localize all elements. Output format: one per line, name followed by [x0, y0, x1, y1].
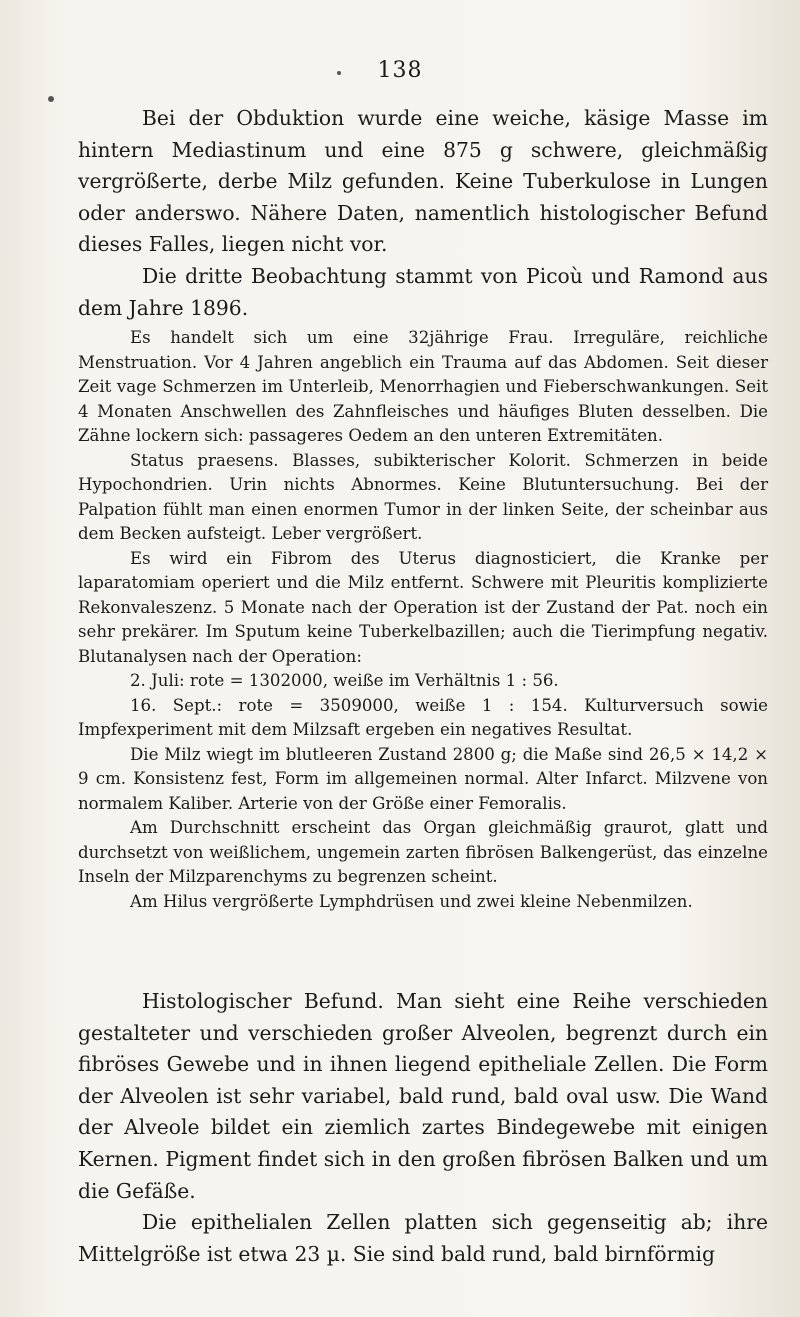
- intro-text-block: [78, 103, 768, 324]
- case-report-block: [78, 326, 768, 914]
- histology-text-block: [78, 986, 768, 1270]
- paragraph-status-praesens: Status praesens. Blasses, subikterischer Kolorit. Schmerzen in beide Hypochondrien. Urin nichts Abnormes. Keine Blutuntersuchung. Bei der Palpation fühlt man einen enormen Tumor in der linken Seite, der scheinbar aus dem Becken aufsteigt. Leber vergrößert.: [78, 450, 768, 543]
- paragraph-hilus: Am Hilus vergrößerte Lymphdrüsen und zwei kleine Nebenmilzen.: [130, 891, 693, 911]
- paragraph-milz-gewicht: Die Milz wiegt im blutleeren Zustand 2800 g; die Maße sind 26,5 × 14,2 × 9 cm. Konsistenz fest, Form im allgemeinen normal. Alter Infarct. Milzvene von normalem Kaliber. Arterie von der Größe einer Femoralis.: [78, 744, 768, 813]
- paragraph-histologischer-befund: Histologischer Befund. Man sieht eine Reihe verschieden gestalteter und verschieden großer Alveolen, begrenzt durch ein fibröses Gewebe und in ihnen liegend epitheliale Zellen. Die Form der Alveolen ist sehr variabel, bald rund, bald oval usw. Die Wand der Alveole bildet ein ziemlich zartes Bindegewebe mit einigen Kernen. Pigment findet sich in den großen fibrösen Balken und um die Gefäße.: [78, 989, 768, 1203]
- paragraph-blutanalyse-juli: 2. Juli: rote = 1302000, weiße im Verhältnis 1 : 56.: [130, 671, 559, 690]
- paragraph-operation: Es wird ein Fibrom des Uterus diagnosticiert, die Kranke per laparatomiam operiert und die Milz entfernt. Schwere mit Pleuritis komplizierte Rekonvaleszenz. 5 Monate nach der Operation ist der Zustand der Pat. noch ein sehr prekärer. Im Sputum keine Tuberkelbazillen; auch die Tierimpfung negativ. Blutanalysen nach der Operation:: [78, 548, 768, 666]
- page-number: 138: [377, 58, 423, 83]
- paragraph-epitheliale-zellen: Die epithelialen Zellen platten sich gegenseitig ab; ihre Mittelgröße ist etwa 23 µ. Sie sind bald rund, bald birnförmig: [78, 1210, 768, 1266]
- paragraph-dritte-beobachtung: Die dritte Beobachtung stammt von Picoù und Ramond aus dem Jahre 1896.: [78, 263, 768, 320]
- page-speck: [48, 96, 54, 102]
- paragraph-obduktion: Bei der Obduktion wurde eine weiche, käsige Masse im hintern Mediastinum und eine 875 g schwere, gleichmäßig vergrößerte, derbe Milz gefunden. Keine Tuberkulose in Lungen oder anderswo. Nähere Daten, namentlich histologischer Befund dieses Falles, liegen nicht vor.: [78, 106, 768, 257]
- paragraph-durchschnitt: Am Durchschnitt erscheint das Organ gleichmäßig graurot, glatt und durchsetzt von weißlichem, ungemein zarten fibrösen Balkengerüst, das einzelne Inseln der Milzparenchyms zu begrenzen scheint.: [78, 818, 768, 886]
- paragraph-anamnese: Es handelt sich um eine 32jährige Frau. Irreguläre, reichliche Menstruation. Vor 4 Jahren angeblich ein Trauma auf das Abdomen. Seit dieser Zeit vage Schmerzen im Unterleib, Menorrhagien und Fieberschwankungen. Seit 4 Monaten Anschwellen des Zahnfleisches und häufiges Bluten desselben. Die Zähne lockern sich: passageres Oedem an den unteren Extremitäten.: [78, 328, 768, 445]
- paragraph-blutanalyse-sept: 16. Sept.: rote = 3509000, weiße 1 : 154. Kulturversuch sowie Impfexperiment mit dem Milzsaft ergeben ein negatives Resultat.: [78, 695, 768, 739]
